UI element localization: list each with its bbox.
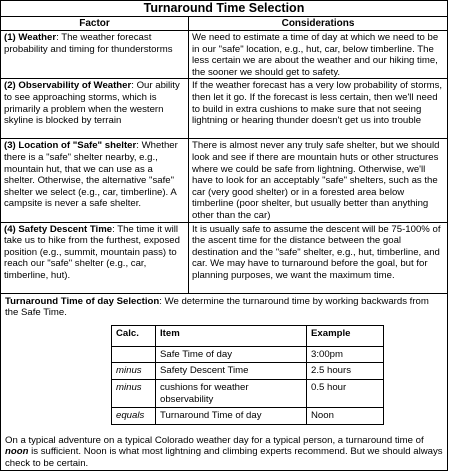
factor-table-header bbox=[1, 17, 447, 31]
calc-item: Safe Time of day bbox=[156, 346, 307, 363]
calc-operation: equals bbox=[112, 408, 156, 425]
considerations-cell: It is usually safe to assume the descent will be 75-100% of the ascent time for the distance between the goal destination and the "safe" shelter, e.g., hut, timberline, and car. We may have to turnaround before the goal, but for planning purposes, we want the maximum time. bbox=[189, 222, 448, 293]
factor-text: : Our ability to see approaching storms, which is primarily a problem when the western skyline is blocked by terrain bbox=[4, 80, 180, 127]
footer-text-before: On a typical adventure on a typical Colorado weather day for a typical person, a turnaround time of bbox=[5, 434, 424, 446]
calc-table-header bbox=[112, 325, 384, 346]
footer-paragraph bbox=[1, 425, 447, 470]
calc-row bbox=[112, 408, 384, 425]
table-row bbox=[1, 222, 447, 293]
factor-text: : The weather forecast probability and timing for thunderstorms bbox=[4, 32, 173, 55]
factor-title: (4) Safety Descent Time bbox=[4, 223, 113, 235]
considerations-cell: There is almost never any truly safe shelter, but we should look and see if there are mountain huts or other structures where we could be safe from lightning. Otherwise, we'll have to look for an acceptably "safe" shelters, such as the car (very good shelter) or in a forested area below timberline (poor shelter, but usually better than anything other than the car) bbox=[189, 139, 448, 222]
calc-example: 3:00pm bbox=[307, 346, 384, 363]
calc-operation bbox=[112, 346, 156, 363]
selection-label: Turnaround Time of day Selection bbox=[5, 295, 160, 307]
factor-title: (1) Weather bbox=[4, 32, 57, 43]
table-row bbox=[1, 79, 447, 139]
example-header: Example bbox=[307, 325, 384, 346]
considerations-cell: We need to estimate a time of day at which we need to be in our "safe" location, e.g., hut, car, below timberline. The less certain we are about the weather and our hiking time, the sooner we should get to safety. bbox=[189, 31, 448, 79]
factor-header: Factor bbox=[1, 17, 189, 31]
table-row bbox=[1, 31, 447, 79]
calc-row bbox=[112, 363, 384, 380]
calc-item: cushions for weather observability bbox=[156, 379, 307, 407]
calc-example: 0.5 hour bbox=[307, 379, 384, 407]
footer-emphasis: noon bbox=[5, 446, 29, 458]
calc-row bbox=[112, 379, 384, 407]
considerations-header: Considerations bbox=[189, 17, 448, 31]
calculation-table bbox=[111, 325, 384, 425]
factor-cell bbox=[1, 139, 189, 222]
factor-text: : Whether there is a "safe" shelter nearby, e.g., mountain hut, that we can use as a shelter. Otherwise, the alternative "safe" shelter we select (e.g., car, timberline). A campsite is never a safe shelter. bbox=[4, 140, 178, 210]
calc-operation: minus bbox=[112, 379, 156, 407]
considerations-cell: If the weather forecast has a very low probability of storms, then let it go. If the forecast is less certain, then we'll need to build in extra cushions to make sure that not seeing lightning or hearing thunder doesn't get us into trouble bbox=[189, 79, 448, 139]
factor-text: : The time it will take us to hike from the furthest, exposed position (e.g., summit, mountain pass) to reach our "safe" shelter (e.g., car, timberline, hut). bbox=[4, 223, 180, 281]
calc-header: Calc. bbox=[112, 325, 156, 346]
calc-item: Safety Descent Time bbox=[156, 363, 307, 380]
selection-text: : We determine the turnaround time by working backwards from the Safe Time. bbox=[5, 295, 429, 319]
item-header: Item bbox=[156, 325, 307, 346]
factor-title: (3) Location of "Safe" shelter bbox=[4, 140, 137, 152]
calc-row bbox=[112, 346, 384, 363]
calc-item: Turnaround Time of day bbox=[156, 408, 307, 425]
footer-text-after: is sufficient. Noon is what most lightning and climbing experts recommend. But we should always check to be certain. bbox=[5, 446, 443, 469]
calc-example: 2.5 hours bbox=[307, 363, 384, 380]
factor-cell bbox=[1, 222, 189, 293]
table-row bbox=[1, 139, 447, 222]
factor-title: (2) Observability of Weather bbox=[4, 80, 132, 92]
factor-cell bbox=[1, 79, 189, 139]
page-title: Turnaround Time Selection bbox=[1, 1, 447, 17]
factor-cell bbox=[1, 31, 189, 79]
calc-example: Noon bbox=[307, 408, 384, 425]
factor-table bbox=[1, 17, 447, 294]
turnaround-selection-text bbox=[1, 294, 447, 319]
calc-operation: minus bbox=[112, 363, 156, 380]
